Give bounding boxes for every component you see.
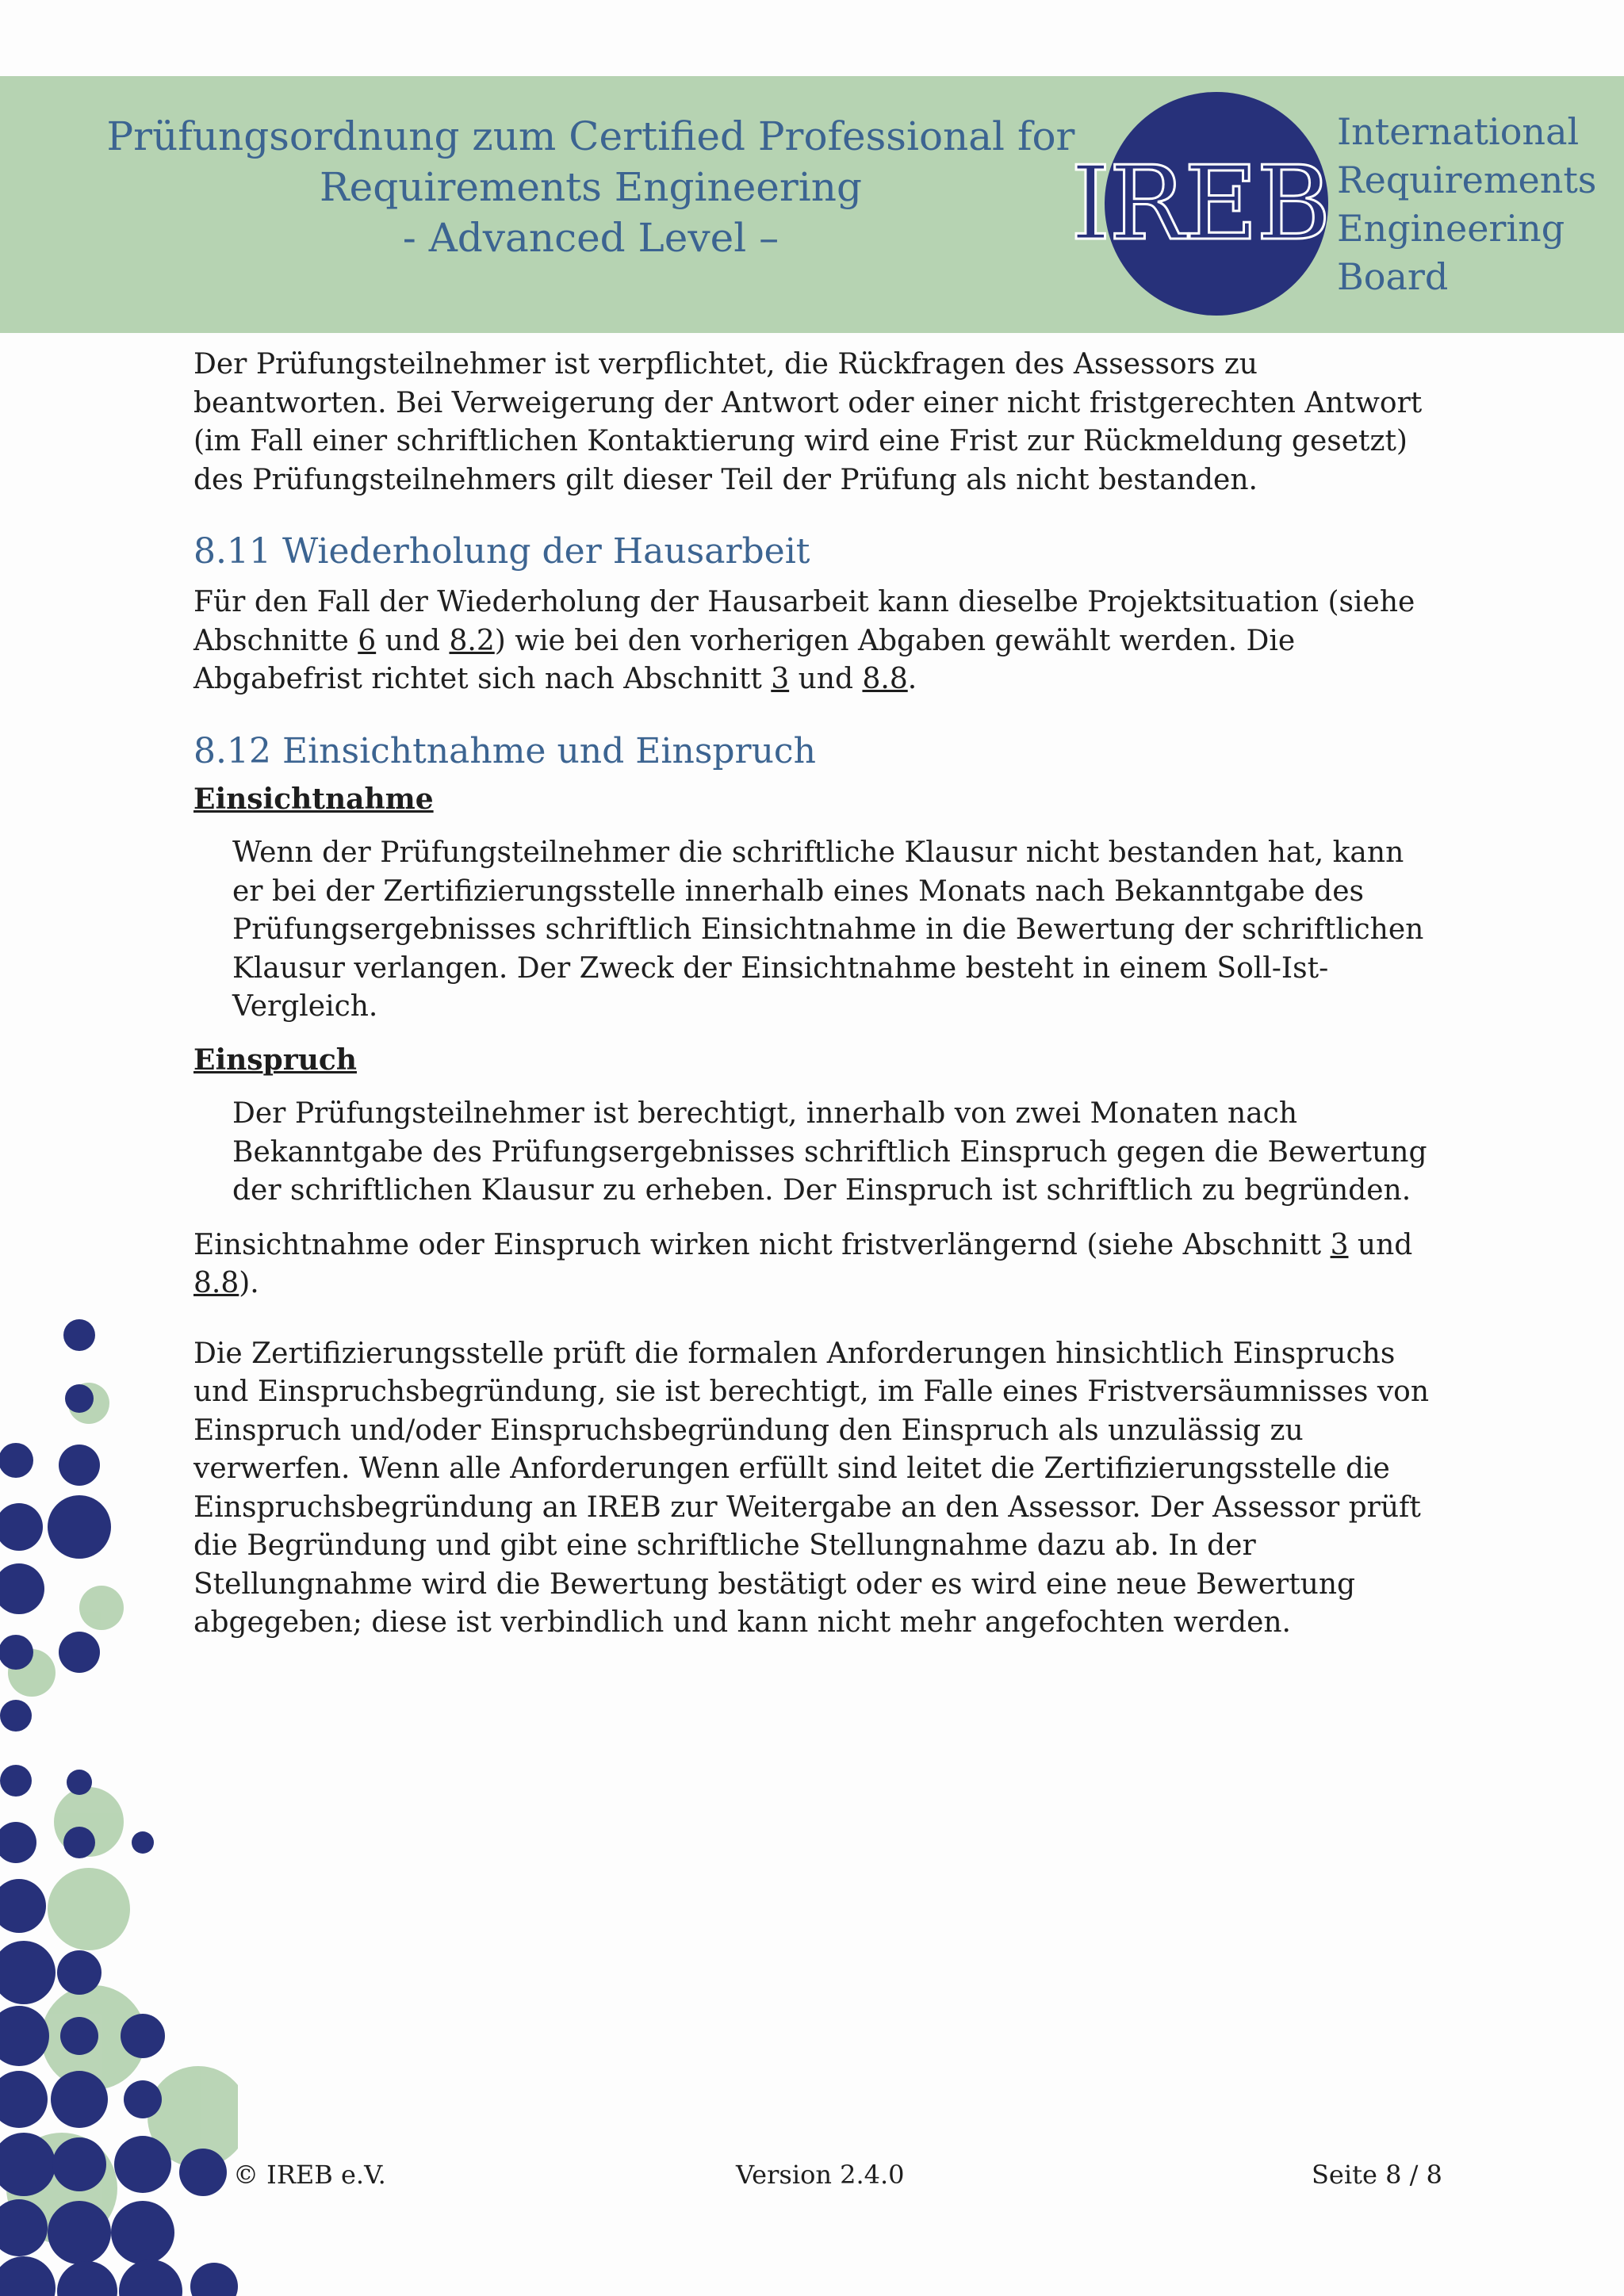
org-line-3: Engineering xyxy=(1337,207,1565,250)
title-line-2: Requirements Engineering xyxy=(320,164,862,210)
title-line-1: Prüfungsordnung zum Certified Professional for xyxy=(106,113,1075,159)
text-run: ). xyxy=(239,1267,259,1299)
text-run: und xyxy=(376,624,450,657)
section-link-8-8[interactable]: 8.8 xyxy=(862,663,908,695)
section-link-3[interactable]: 3 xyxy=(771,663,790,695)
section-link-8-2[interactable]: 8.2 xyxy=(449,624,495,657)
text-run: . xyxy=(907,663,917,695)
section-link-8-8[interactable]: 8.8 xyxy=(193,1267,239,1299)
einsichtnahme-paragraph: Wenn der Prüfungsteilnehmer die schriftliche Klausur nicht bestanden hat, kann er bei der Zertifizierungsstelle innerhalb eines Monats nach Bekanntgabe des Prüfungsergebnisses schriftlich Einsichtnahme in die Bewertung der schriftlichen Klausur verlangen. Der Zweck der Einsichtnahme besteht in einem Soll-Ist-Vergleich. xyxy=(232,836,1424,1023)
text-run: Für den Fall der Wiederholung der Hausarbeit kann dieselbe Projektsituation (siehe Abschnitte xyxy=(193,586,1415,657)
section-link-6[interactable]: 6 xyxy=(358,624,377,657)
document-title xyxy=(103,111,1078,263)
text-run: ) wie bei den vorherigen Abgaben gewählt werden. Die Abgabefrist richtet sich nach Abschnitt xyxy=(193,624,1296,695)
subheading-einspruch: Einspruch xyxy=(193,1043,357,1077)
text-run: und xyxy=(789,663,863,695)
document-body xyxy=(193,346,1431,1643)
section-heading-8-12: 8.12 Einsichtnahme und Einspruch xyxy=(193,730,816,771)
section-heading-8-11: 8.11 Wiederholung der Hausarbeit xyxy=(193,531,810,572)
intro-paragraph: Der Prüfungsteilnehmer ist verpflichtet, die Rückfragen des Assessors zu beantworten. Bei Verweigerung der Antwort oder einer nicht fristgerechten Antwort (im Fall einer schriftlichen Kontaktierung wird eine Frist zur Rückmeldung gesetzt) des Prüfungsteilnehmers gilt dieser Teil der Prüfung als nicht bestanden. xyxy=(193,348,1423,496)
title-line-3: - Advanced Level – xyxy=(402,215,779,261)
deadline-note-paragraph xyxy=(193,1226,1431,1303)
appeal-procedure-paragraph: Die Zertifizierungsstelle prüft die formalen Anforderungen hinsichtlich Einspruchs und Einspruchsbegründung, sie ist berechtigt, im Falle eines Fristversäumnisses von Einspruch und/oder Einspruchsbegründung den Einspruch als unzulässig zu verwerfen. Wenn alle Anforderungen erfüllt sind leitet die Zertifizierungsstelle die Einspruchsbegründung an IREB zur Weitergabe an den Assessor. Der Assessor prüft die Begründung und gibt eine schriftliche Stellungnahme dazu ab. In der Stellungnahme wird die Bewertung bestätigt oder es wird eine neue Bewertung abgegeben; diese ist verbindlich und kann nicht mehr angefochten werden. xyxy=(193,1337,1430,1639)
footer-version: Version 2.4.0 xyxy=(736,2160,905,2190)
ireb-logo-text: IREB xyxy=(1071,145,1330,263)
decorative-dots-graphic xyxy=(0,1300,238,2296)
text-run: und xyxy=(1348,1228,1413,1261)
org-line-2: Requirements xyxy=(1337,159,1597,201)
section-link-3[interactable]: 3 xyxy=(1330,1228,1349,1261)
footer-page-number: Seite 8 / 8 xyxy=(1312,2160,1442,2190)
org-line-1: International xyxy=(1337,110,1580,153)
text-run: Einsichtnahme oder Einspruch wirken nicht fristverlängernd (siehe Abschnitt xyxy=(193,1228,1331,1261)
einspruch-paragraph: Der Prüfungsteilnehmer ist berechtigt, innerhalb von zwei Monaten nach Bekanntgabe des Prüfungsergebnisses schriftlich Einspruch gegen die Bewertung der schriftlichen Klausur zu erheben. Der Einspruch ist schriftlich zu begründen. xyxy=(232,1097,1427,1207)
org-line-4: Board xyxy=(1337,255,1449,298)
subheading-einsichtnahme: Einsichtnahme xyxy=(193,782,434,816)
section-8-11-paragraph xyxy=(193,584,1431,699)
page-header xyxy=(0,76,1624,333)
organization-name xyxy=(1337,108,1596,301)
footer-copyright: © IREB e.V. xyxy=(233,2160,386,2190)
